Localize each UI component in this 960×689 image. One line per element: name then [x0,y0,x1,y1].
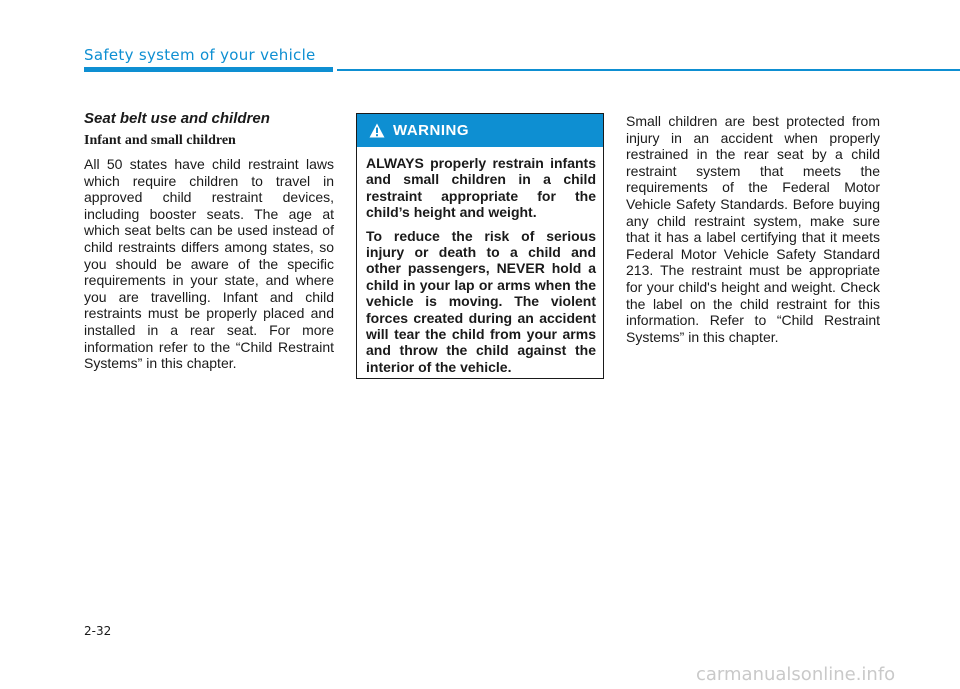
warning-label: WARNING [393,122,469,139]
page-number: 2-32 [84,624,112,638]
warning-triangle-icon [369,123,385,138]
warning-paragraph-2: To reduce the risk of serious injury or death to a child and other passengers, NEVER hold a child in your lap or arms when the vehicle is moving. The violent forces created during an accident will tear the child from your arms and throw the child against the interior of the vehicle. [366,227,596,375]
header-rule-thin [337,69,960,71]
header-title: Safety system of your vehicle [84,46,316,64]
section-body: All 50 states have child restraint laws which require children to travel in approved child restraint devices, including booster seats. The age at which seat belts can be used instead of child restraints differs among states, so you should be aware of the specific requirements in your state, and where you are travelling. Infant and child restraints must be properly placed and installed in a rear seat. For more information refer to the “Child Restraint Systems” in this chapter. [84,156,334,372]
warning-paragraph-1: ALWAYS properly restrain infants and small children in a child restraint appropriate for the child’s height and weight. [366,155,596,221]
warning-box [356,113,604,379]
right-column-body: Small children are best protected from injury in an accident when properly restrained in the rear seat by a child restraint system that meets the requirements of the Federal Motor Vehicle Safety Standards. Before buying any child restraint system, make sure that it has a label certifying that it meets Federal Motor Vehicle Safety Standard 213. The restraint must be appropriate for your child's height and weight. Check the label on the child restraint for this information. Refer to “Child Restraint Systems” in this chapter. [626,113,880,345]
section-subtitle: Infant and small children [84,133,236,148]
section-title: Seat belt use and children [84,110,270,127]
right-column [626,113,880,345]
warning-body [357,147,603,375]
left-column [84,110,334,372]
watermark: carmanualsonline.info [696,664,896,685]
header-rule-thick [84,67,333,72]
warning-header [357,114,603,147]
